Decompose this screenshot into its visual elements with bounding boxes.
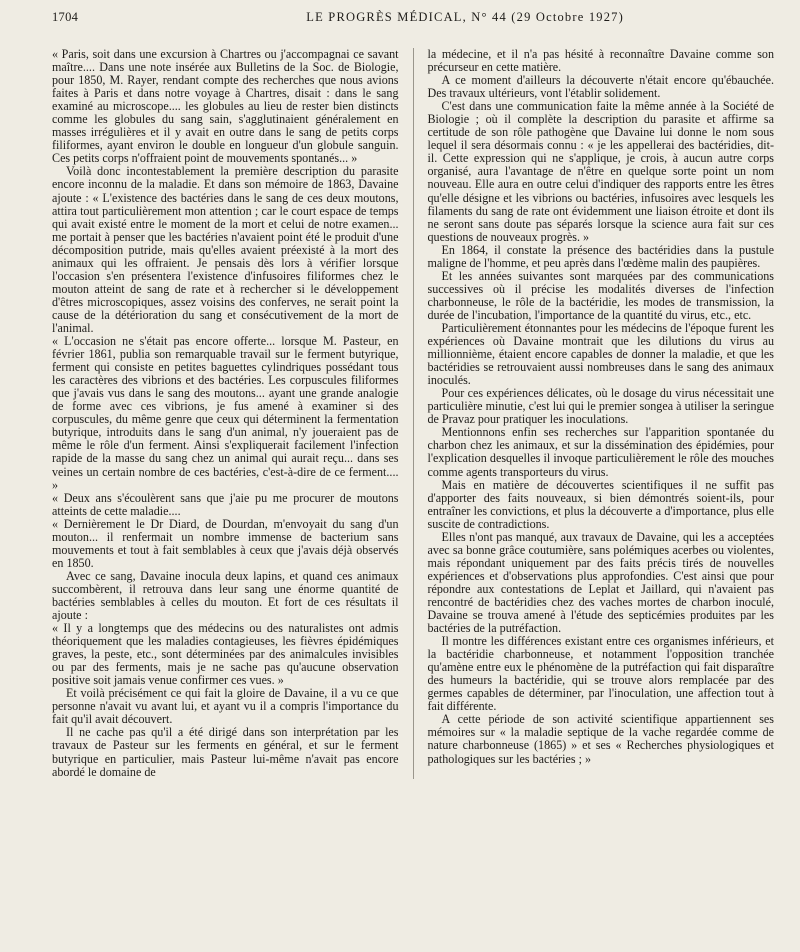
paragraph: Il ne cache pas qu'il a été dirigé dans son interprétation par les travaux de Pasteur sur les ferments en général, et sur le ferment butyrique en particulier, mais Pasteur lui-même n'avait pas encore abordé le domaine de bbox=[52, 725, 399, 779]
right-column bbox=[427, 48, 774, 779]
paragraph: Pour ces expériences délicates, où le dosage du virus nécessitait une particulière minutie, c'est lui qui le premier songea à utiliser la seringue de Pravaz pour pratiquer les inoculations. bbox=[427, 386, 774, 427]
paragraph: Et les années suivantes sont marquées par des communications successives où il précise les modalités diverses de l'infection charbonneuse, le rôle de la bactéridie, les modes de transmission, la durée de l'incubation, l'importance de la quantité du virus, etc., etc. bbox=[427, 268, 774, 322]
page-number: 1704 bbox=[52, 10, 79, 24]
paragraph: Et voilà précisément ce qui fait la gloire de Davaine, il a vu ce que personne n'avait vu avant lui, et ayant vu il a compris l'importance du fait qu'il avait découvert. bbox=[52, 686, 399, 727]
paragraph: Mais en matière de découvertes scientifiques il ne suffit pas d'apporter des faits nouveaux, si bien démontrés soient-ils, pour entraîner les convictions, et plus la découverte a d'importance, plus elle suscite de contradictions. bbox=[427, 477, 774, 531]
paragraph: Particulièrement étonnantes pour les médecins de l'époque furent les expériences où Davaine montrait que les dilutions du virus au millionnième, étaient encore capables de donner la maladie, et que les bactéridies se retrouvaient aussi nombreuses dans le sang des animaux inoculés. bbox=[427, 320, 774, 388]
paragraph: « Dernièrement le Dr Diard, de Dourdan, m'envoyait du sang d'un mouton... il renfermait un nombre immense de bacterium sans mouvements et tout à fait semblables à ceux que j'avais déjà observés en 1850. bbox=[52, 518, 399, 570]
journal-title: LE PROGRÈS MÉDICAL, N° 44 (29 Octobre 1927) bbox=[306, 10, 624, 24]
paragraph: la médecine, et il n'a pas hésité à reconnaître Davaine comme son précurseur en cette matière. bbox=[427, 47, 774, 75]
text-columns bbox=[52, 48, 774, 779]
column-divider bbox=[413, 48, 414, 779]
paragraph: « Paris, soit dans une excursion à Chartres ou j'accompagnai ce savant maître.... Dans une note insérée aux Bulletins de la Soc. de Biologie, pour 1850, M. Rayer, rendant compte des recherches que nous avions faites à Paris et dans notre voyage à Chartres, disait : dans le sang examiné au microscope.... les globules au lieu de rester bien distincts comme les globules du sang sain, s'agglutinaient généralement en masses irrégulières et il y avait en outre dans le sang de petits corps filiformes, ayant environ le double en longueur d'un globule sanguin. Ces petits corps n'offraient point de mouvements spontanés... » bbox=[52, 48, 399, 165]
paragraph: « Il y a longtemps que des médecins ou des naturalistes ont admis théoriquement que les maladies contagieuses, les fièvres épidémiques graves, la peste, etc., sont déterminées par des animalcules invisibles ou par des ferments, mais je ne sache pas qu'aucune observation positive soit jamais venue confirmer ces vues. » bbox=[52, 622, 399, 687]
paragraph: « Deux ans s'écoulèrent sans que j'aie pu me procurer de moutons atteints de cette maladie.... bbox=[52, 492, 399, 518]
paragraph: Il montre les différences existant entre ces organismes inférieurs, et la bactéridie charbonneuse, et notamment l'opposition tranchée qu'amène entre eux le phénomène de la putréfaction qui fait disparaître des humeurs la bactéridie, qui se trouve alors remplacée par des germes capables de déterminer, par l'inoculation, une affection tout à fait différente. bbox=[427, 634, 774, 714]
paragraph: « L'occasion ne s'était pas encore offerte... lorsque M. Pasteur, en février 1861, publia son remarquable travail sur le ferment butyrique, ferment qui consiste en petites baguettes cylindriques possédant tous les caractères des vibrions et des bactéries. Les corpuscules filiformes que j'avais vus dans le sang des moutons... ayant une grande analogie de forme avec ces vibrions, je fus amené à examiner si des corpuscules, du même genre que ceux qui déterminent la fermentation butyrique, introduits dans le sang d'un animal, n'y joueraient pas de même le rôle d'un ferment. Ainsi s'expliquerait facilement l'infection rapide de la masse du sang chez un animal qui aurait reçu... dans ses veines un certain nombre de ces bactéries, c'est-à-dire de ce ferment.... » bbox=[52, 335, 399, 492]
paragraph: A ce moment d'ailleurs la découverte n'était encore qu'ébauchée. Des travaux ultérieurs, vont l'établir solidement. bbox=[427, 73, 774, 101]
paragraph: Elles n'ont pas manqué, aux travaux de Davaine, qui les a acceptées avec sa bonne grâce coutumière, sans polémiques acerbes ou violentes, mais répondant uniquement par des faits précis tirés de nouvelles expériences et d'observations plus approfondies. C'est ainsi que pour répondre aux contestations de Leplat et Jaillard, qui n'avaient pas rencontré de bactéridies chez des vaches mortes de charbon inoculé, Davaine se trouva amené à l'étude des septicémies produites par les bactéries de la putréfaction. bbox=[427, 529, 774, 636]
paragraph: A cette période de son activité scientifique appartiennent ses mémoires sur « la maladie septique de la vache regardée comme de nature charbonneuse (1865) » et ses « Recherches physiologiques et pathologiques sur les bactéries ; » bbox=[427, 712, 774, 766]
paragraph: Voilà donc incontestablement la première description du parasite encore inconnu de la maladie. Et dans son mémoire de 1863, Davaine ajoute : « L'existence des bactéries dans le sang de ces deux moutons, attira tout particulièrement mon attention ; car le court espace de temps qui avait existé entre le moment de la mort et celui de notre examen... me portait à penser que les bactéries n'avaient point été le produit d'une décomposition putride, mais qu'elles avaient préexisté à la mort des animaux qui les offraient. Je pensais dès lors à vérifier lorsque l'occasion s'en présentera l'existence d'infusoires filiformes chez le mouton atteint de sang de rate et à rechercher si le développement d'êtres microscopiques, assez voisins des conferves, ne serait point la cause de la détérioration du sang et consécutivement de la mort de l'animal. bbox=[52, 164, 399, 335]
paragraph: C'est dans une communication faite la même année à la Société de Biologie ; où il complète la description du parasite et affirme sa certitude de son rôle pathogène que Davaine lui donne le nom sous lequel il sera désormais connu : « je les appellerai des bactéridies, dit-il. Cette expression qui ne s'applique, je crois, à aucun autre corps organisé, aura l'avantage de n'être en quelque sorte point un nom nouveau. Elle aura en outre celui d'indiquer des rapports entre les êtres qu'elle désigne et les vibrions ou bactéries, infusoires avec lesquels les filaments du sang de rate ont évidemment une liaison étroite et dont ils ne seront sans doute pas séparés lorsque la science aura fait sur ces questions de nouveaux progrès. » bbox=[427, 99, 774, 244]
paragraph: Avec ce sang, Davaine inocula deux lapins, et quand ces animaux succombèrent, il retrouva dans leur sang une énorme quantité de bactéries semblables à celles du mouton. Et fort de ces résultats il ajoute : bbox=[52, 568, 399, 623]
page-header bbox=[52, 10, 774, 32]
left-column bbox=[52, 48, 399, 779]
paragraph: En 1864, il constate la présence des bactéridies dans la pustule maligne de l'homme, et peu après dans l'œdème malin des paupières. bbox=[427, 242, 774, 270]
paragraph: Mentionnons enfin ses recherches sur l'apparition spontanée du charbon chez les animaux, et sur la dissémination des épidémies, pour l'explication desquelles il invoque particulièrement le rôle des mouches comme agents transporteurs du virus. bbox=[427, 425, 774, 479]
